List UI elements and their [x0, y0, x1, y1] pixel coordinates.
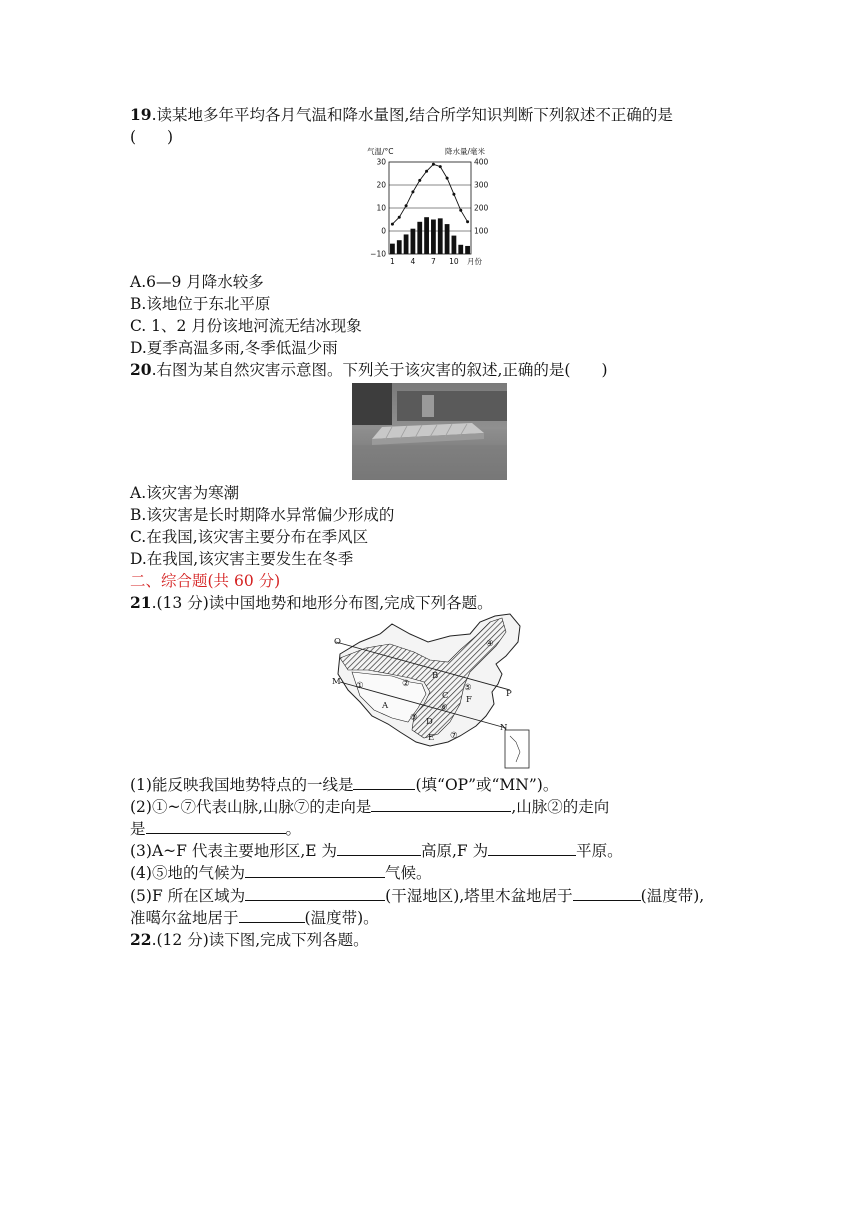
left-tick-label: 20 [376, 180, 386, 190]
q21-sub4-text-a: (4)⑤地的气候为 [130, 864, 245, 882]
map-label-7: ⑦ [450, 731, 458, 741]
q20-option-c: C.在我国,该灾害主要分布在季风区 [130, 528, 369, 546]
q21-sub2 [130, 797, 609, 817]
q21-sub2-text-b: ,山脉②的走向 [511, 798, 610, 816]
map-label-p: P [506, 689, 512, 699]
q21-sub5-text-b: (干湿地区),塔里木盆地居于 [385, 887, 573, 905]
q21-sub5-text-a: (5)F 所在区域为 [130, 887, 246, 905]
q21-sub1-text-b: (填“OP”或“MN”)。 [415, 776, 559, 794]
x-tick-label: 4 [410, 257, 416, 266]
right-tick-label: 300 [474, 180, 489, 190]
q20-option-d: D.在我国,该灾害主要发生在冬季 [130, 550, 354, 568]
map-label-f: F [466, 695, 472, 705]
q21-sub4-text-b: 气候。 [384, 864, 432, 882]
map-label-a: A [382, 701, 389, 711]
section-2-title: 二、综合题(共 60 分) [130, 572, 281, 590]
q19-text: .读某地多年平均各月气温和降水量图,结合所学知识判断下列叙述不正确的是 [151, 106, 673, 124]
temperature-point [398, 216, 401, 219]
left-tick-label: 10 [376, 203, 386, 213]
map-label-m: M [332, 677, 341, 687]
q19-option-b: B.该地位于东北平原 [130, 295, 271, 313]
temperature-point [452, 193, 455, 196]
map-label-d: D [426, 717, 433, 727]
map-label-2: ② [402, 679, 410, 689]
q19-option-a: A.6—9 月降水较多 [130, 273, 264, 291]
q21-sub2-cont [130, 819, 301, 839]
map-label-e: E [428, 733, 435, 743]
q20-option-b: B.该灾害是长时期降水异常偏少形成的 [130, 506, 395, 524]
south-china-sea-inset [505, 730, 529, 768]
precip-bar [452, 236, 457, 254]
answer-blank[interactable] [371, 797, 511, 812]
climate-chart-svg [365, 145, 500, 270]
precip-bar [438, 218, 443, 254]
answer-blank[interactable] [239, 908, 305, 923]
precip-bar [397, 240, 402, 254]
map-label-6: ⑥ [440, 703, 448, 713]
temperature-point [391, 223, 394, 226]
q21-sub5-text-c: (温度带), [640, 887, 705, 905]
q21-sub4 [130, 863, 431, 883]
q21-sub2-text-a: (2)①~⑦代表山脉,山脉⑦的走向是 [130, 798, 372, 816]
q21-sub2-text-c: 是 [130, 820, 146, 838]
temperature-line [392, 164, 467, 224]
temperature-point [418, 179, 421, 182]
q19-option-c: C. 1、2 月份该地河流无结冰现象 [130, 317, 362, 335]
q21-sub3-text-c: 平原。 [576, 842, 623, 860]
temperature-point [411, 190, 414, 193]
right-tick-label: 200 [474, 203, 489, 213]
q21-stem [130, 593, 493, 613]
q19-number: 19 [130, 105, 152, 124]
left-tick-label: −10 [370, 249, 386, 259]
flood-photo [352, 383, 507, 480]
q21-sub3-text-a: (3)A~F 代表主要地形区,E 为 [130, 842, 337, 860]
map-label-o: O [334, 637, 341, 647]
right-tick-label: 100 [474, 226, 489, 236]
q22-number: 22 [130, 930, 152, 949]
q20-number: 20 [130, 360, 152, 379]
answer-blank[interactable] [146, 819, 286, 834]
map-label-5: ⑤ [464, 683, 472, 693]
left-tick-label: 0 [381, 226, 386, 236]
right-tick-label: 400 [474, 157, 489, 167]
temperature-point [425, 170, 428, 173]
x-tick-label: 1 [390, 257, 395, 266]
x-tick-label: 10 [449, 257, 459, 266]
temperature-point [446, 177, 449, 180]
precip-bar [424, 217, 429, 254]
map-label-1: ① [356, 681, 364, 691]
answer-blank[interactable] [245, 863, 385, 878]
map-label-c: C [442, 691, 449, 701]
china-terrain-map-svg [330, 612, 535, 772]
answer-blank[interactable] [337, 841, 421, 856]
q19-stem [130, 105, 673, 125]
q22-stem [130, 930, 369, 950]
q21-sub5-text-d: 准噶尔盆地居于 [130, 909, 239, 927]
q20-text: .右图为某自然灾害示意图。下列关于该灾害的叙述,正确的是( ) [151, 361, 608, 379]
china-terrain-map [330, 612, 535, 772]
precip-bar [411, 229, 416, 254]
chart-right-axis-label: 降水量/毫米 [445, 147, 486, 156]
q21-sub1 [130, 775, 558, 795]
q21-sub5-cont [130, 908, 379, 928]
map-label-3: ③ [410, 713, 418, 723]
q21-sub3 [130, 841, 623, 861]
answer-blank[interactable] [488, 841, 576, 856]
q21-number: 21 [130, 593, 152, 612]
climate-chart [365, 145, 500, 270]
precip-bar [431, 220, 436, 255]
q21-text: .(13 分)读中国地势和地形分布图,完成下列各题。 [151, 594, 493, 612]
q22-text: .(12 分)读下图,完成下列各题。 [151, 931, 369, 949]
q21-sub1-text-a: (1)能反映我国地势特点的一线是 [130, 776, 354, 794]
q20-stem [130, 360, 608, 380]
answer-blank[interactable] [573, 886, 641, 901]
q20-option-a: A.该灾害为寒潮 [130, 484, 240, 502]
answer-blank[interactable] [245, 886, 385, 901]
precip-bar [458, 245, 463, 254]
temperature-point [466, 220, 469, 223]
q21-sub5 [130, 886, 704, 906]
q21-sub2-text-d: 。 [285, 820, 302, 838]
precip-bar [445, 224, 450, 254]
temperature-point [459, 209, 462, 212]
precip-bar [465, 246, 470, 254]
temperature-point [432, 163, 435, 166]
map-label-b: B [432, 671, 439, 681]
temperature-point [439, 165, 442, 168]
flood-photo-svg [352, 383, 507, 480]
precip-bar [390, 244, 395, 254]
x-unit-label: 月份 [467, 257, 482, 266]
q21-sub5-text-e: (温度带)。 [304, 909, 379, 927]
temperature-point [405, 204, 408, 207]
precip-bar [404, 234, 409, 254]
q21-sub3-text-b: 高原,F 为 [421, 842, 489, 860]
precip-bar [417, 222, 422, 254]
q19-option-d: D.夏季高温多雨,冬季低温少雨 [130, 339, 338, 357]
left-tick-label: 30 [376, 157, 386, 167]
map-label-4: ④ [486, 639, 494, 649]
chart-left-axis-label: 气温/°C [367, 147, 394, 156]
map-label-n: N [500, 723, 508, 733]
answer-blank[interactable] [353, 775, 415, 790]
q19-answer-paren: ( ) [130, 128, 174, 146]
x-tick-label: 7 [431, 257, 436, 266]
